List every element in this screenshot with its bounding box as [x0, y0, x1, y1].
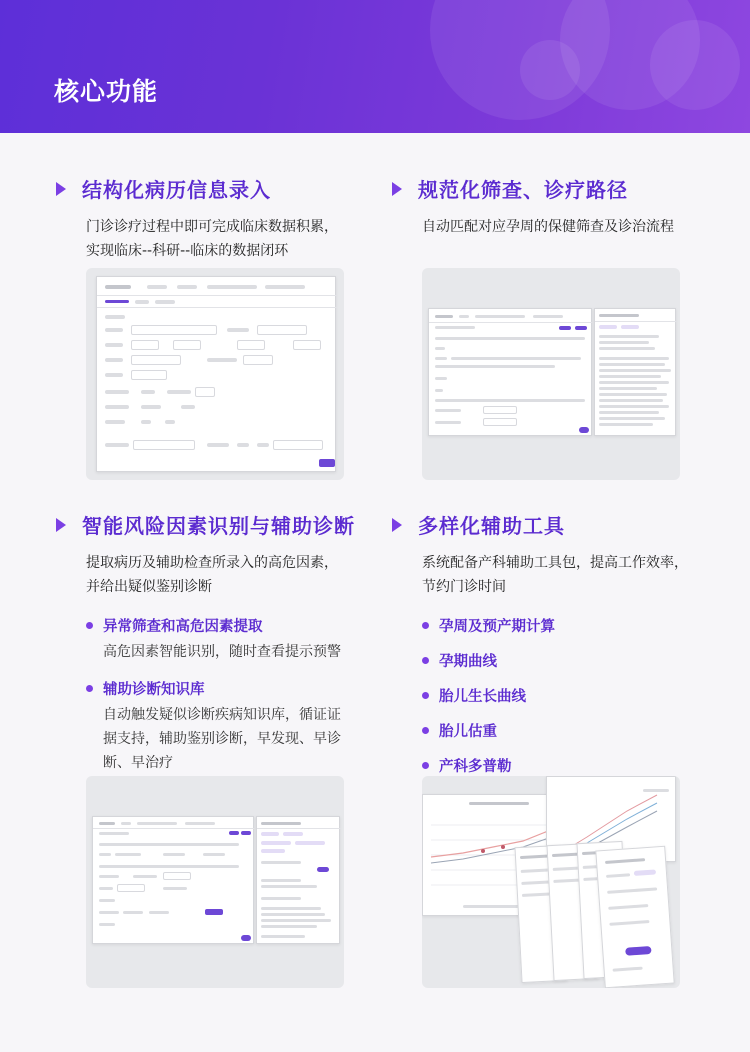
bullet-dot-icon [422, 762, 429, 769]
bullet-item: 产科多普勒 [422, 755, 722, 776]
screenshot-structured-record [86, 268, 344, 480]
bullet-dot-icon [422, 622, 429, 629]
section-screening-path [392, 174, 722, 239]
bullet-description: 自动触发疑似诊断疾病知识库，循证证 据支持，辅助鉴别诊断，早发现、早诊 断、早治疗 [103, 707, 341, 771]
bullet-dot-icon [422, 657, 429, 664]
bullet-description: 高危因素智能识别，随时查看提示预警 [103, 644, 341, 660]
triangle-marker-icon [392, 518, 402, 532]
section-aux-tools [392, 510, 722, 790]
section-description: 系统配备产科辅助工具包，提高工作效率， 节约门诊时间 [422, 555, 688, 595]
section-structured-record [56, 174, 386, 263]
screenshot-risk-diagnosis [86, 776, 344, 988]
section-description: 门诊诊疗过程中即可完成临床数据积累， 实现临床--科研--临床的数据闭环 [86, 219, 338, 259]
section-title: 多样化辅助工具 [418, 514, 565, 538]
bullet-item: 胎儿估重 [422, 720, 722, 741]
section-title: 结构化病历信息录入 [82, 178, 271, 202]
screenshot-aux-tools [422, 776, 680, 988]
bullet-item: 孕周及预产期计算 [422, 615, 722, 636]
triangle-marker-icon [56, 518, 66, 532]
bullet-dot-icon [86, 622, 93, 629]
triangle-marker-icon [392, 182, 402, 196]
bullet-item: 辅助诊断知识库 [86, 678, 386, 699]
bullet-item: 异常筛查和高危因素提取 [86, 615, 386, 636]
triangle-marker-icon [56, 182, 66, 196]
page-title: 核心功能 [54, 77, 159, 106]
section-risk-diagnosis [56, 510, 386, 789]
section-description: 自动匹配对应孕周的保健筛查及诊治流程 [422, 219, 674, 235]
bullet-dot-icon [422, 727, 429, 734]
hero-banner [0, 0, 750, 133]
bullet-item: 胎儿生长曲线 [422, 685, 722, 706]
bullet-dot-icon [422, 692, 429, 699]
bullet-dot-icon [86, 685, 93, 692]
section-title: 智能风险因素识别与辅助诊断 [82, 514, 355, 538]
bullet-item: 孕期曲线 [422, 650, 722, 671]
screenshot-screening-path [422, 268, 680, 480]
section-description: 提取病历及辅助检查所录入的高危因素， 并给出疑似鉴别诊断 [86, 555, 338, 595]
section-title: 规范化筛查、诊疗路径 [418, 178, 628, 202]
